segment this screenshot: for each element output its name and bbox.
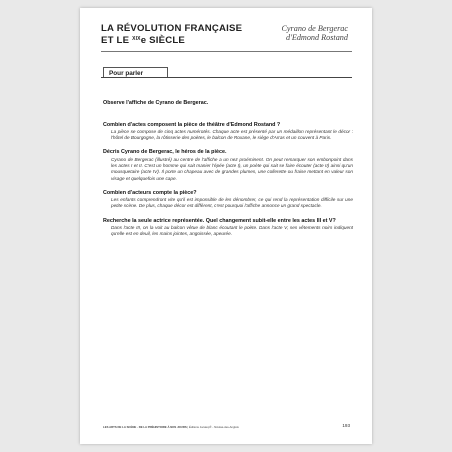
chapter-title-line1: LA RÉVOLUTION FRANÇAISE [101, 23, 243, 34]
chapter-title [101, 24, 242, 46]
section-tab: Pour parler [103, 67, 168, 78]
chapter-title-line2: ET LE $^{XIX}$e SIÈCLE [101, 35, 185, 46]
answer: Dans l'acte III, on la voit au balcon vêtue de blanc écoutant le poète. Dans l'acte V, ses vêtements noirs indiquent qu'elle est en deuil, les mains jointes, angoissée, apeurée. [111, 225, 353, 237]
page-header [101, 24, 352, 54]
question: Décris Cyrano de Bergerac, le héros de la pièce. [103, 149, 227, 156]
header-divider [101, 51, 352, 52]
qa-block [103, 149, 353, 181]
question: Combien d'actes composent la pièce de théâtre d'Edmond Rostand ? [103, 121, 281, 128]
answer: Cyrano de Bergerac (illustré) au centre de l'affiche a un nez proéminent. On peut remarquer son embonpoint dans les actes I et II. C'est un homme qui sait manier l'épée (acte I), un poète qui sait se faire écouter (acte II) ainsi qu'un mousquetaire (acte IV). Il porte un chapeau avec de grandes plumes, une collerette ou fraise mettant en valeur son visage et quelquefois une cape. [111, 156, 353, 181]
section-divider [101, 77, 352, 78]
work-subtitle-line1: Cyrano de Bergerac [281, 24, 348, 33]
page-number: 193 [342, 423, 350, 428]
footer-publisher: | Éditions Jocatop® - Nicolas-des-Anglois [186, 425, 239, 429]
qa-block [103, 218, 353, 238]
qa-block [103, 190, 353, 210]
footer-book-title: LES ARTS DE LA SCÈNE - DE LA PRÉHISTOIRE À NOS JOURS [103, 425, 187, 429]
work-subtitle [281, 25, 348, 42]
question: Combien d'acteurs compte la pièce? [103, 189, 197, 196]
question: Recherche la seule actrice représentée. Quel changement subit-elle entre les actes III et V? [103, 217, 336, 224]
page-content [103, 100, 353, 246]
qa-block [103, 122, 353, 142]
intro-question: Observe l'affiche de Cyrano de Bergerac. [103, 100, 209, 106]
answer: La pièce se compose de cinq actes numérotés. Chaque acte est présenté par un médaillon représentant le décor : l'hôtel de Bourgogne, la rôtisserie des poètes, le balcon de Roxane, le siège d'Arras et un couvent à Paris. [111, 129, 353, 141]
answer: Les enfants comprendront vite qu'il est impossible de les dénombrer, ce qui rend la représentation difficile sur une petite scène. De plus, chaque décor est différent, c'est pourquoi l'affiche annonce un grand spectacle. [111, 197, 353, 209]
work-subtitle-line2: d'Edmond Rostand [285, 32, 348, 42]
page-footer [103, 425, 352, 429]
document-page [80, 8, 372, 444]
